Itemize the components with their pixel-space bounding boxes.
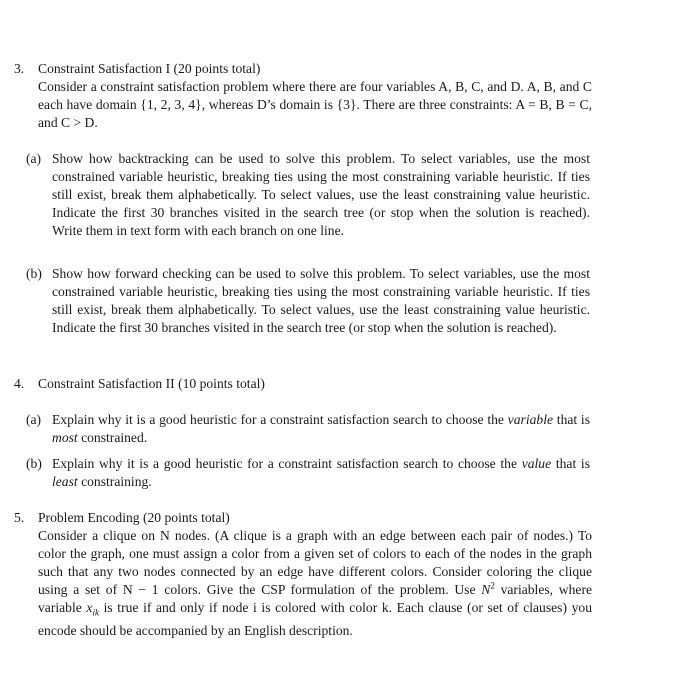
problem-title: Problem Encoding (20 points total) [38,510,230,525]
emphasis: most [52,430,78,445]
part-label: (b) [26,266,42,281]
problem-body: Consider a constraint satisfaction problem where there are four variables A, B, C, and D. A, B, and C each have domain {1, 2, 3, 4}, whereas D’s domain is {3}. There are three constraints: A = B, B = C, and C > D. [38,79,592,130]
problem-number: 3. [14,61,25,76]
math-var: $x_{ik}$ [86,600,99,618]
part-text: Show how backtracking can be used to solve this problem. To select variables, use the most constrained variable heuristic, breaking ties using the most constraining variable heuristic. If ties still exist, break them alphabetically. To select values, use the least constraining value heuristic. Indicate the first 30 branches visited in the search tree (or stop when the solution is reached). Write them in text form with each branch on one line. [52,151,590,238]
emphasis: least [52,474,78,489]
problem-title: Constraint Satisfaction I (20 points total) [38,61,261,76]
problem-number: 5. [14,510,25,525]
part-label: (a) [26,412,42,427]
math-n: N [481,582,491,597]
part-label: (a) [26,151,42,166]
part-text: Show how forward checking can be used to solve this problem. To select variables, use the most constrained variable heuristic, breaking ties using the most constraining variable heuristic. If ties still exist, break them alphabetically. To select values, use the least constraining value heuristic. Indicate the first 30 branches visited in the search tree (or stop when the solution is reached). [52,266,590,335]
problem-number: 4. [14,376,25,391]
emphasis: variable [507,412,554,427]
problem-title: Constraint Satisfaction II (10 points total) [38,376,265,391]
problem-body: Consider a clique on N nodes. (A clique is a graph with an edge between each pair of nodes.) To color the graph, one must assign a color from a given set of colors to each of the nodes in the graph such that any two nodes connected by an edge have different colors. Consider coloring the clique using a set of N − 1 colors. Give the CSP formulation of the problem. Use $N^2$ variables, where variable $x_{ik}$ is true if and only if node i is colored with color k. Each clause (or set of clauses) you encode should be accompanied by an English description. [38,528,593,638]
part-text: Explain why it is a good heuristic for a constraint satisfaction search to choose the value that is least constraining. [52,456,590,489]
part-label: (b) [26,456,42,471]
math-exponent: 2 [490,580,495,591]
part-text: Explain why it is a good heuristic for a constraint satisfaction search to choose the variable that is most constrained. [52,412,591,445]
emphasis: value [521,456,552,471]
